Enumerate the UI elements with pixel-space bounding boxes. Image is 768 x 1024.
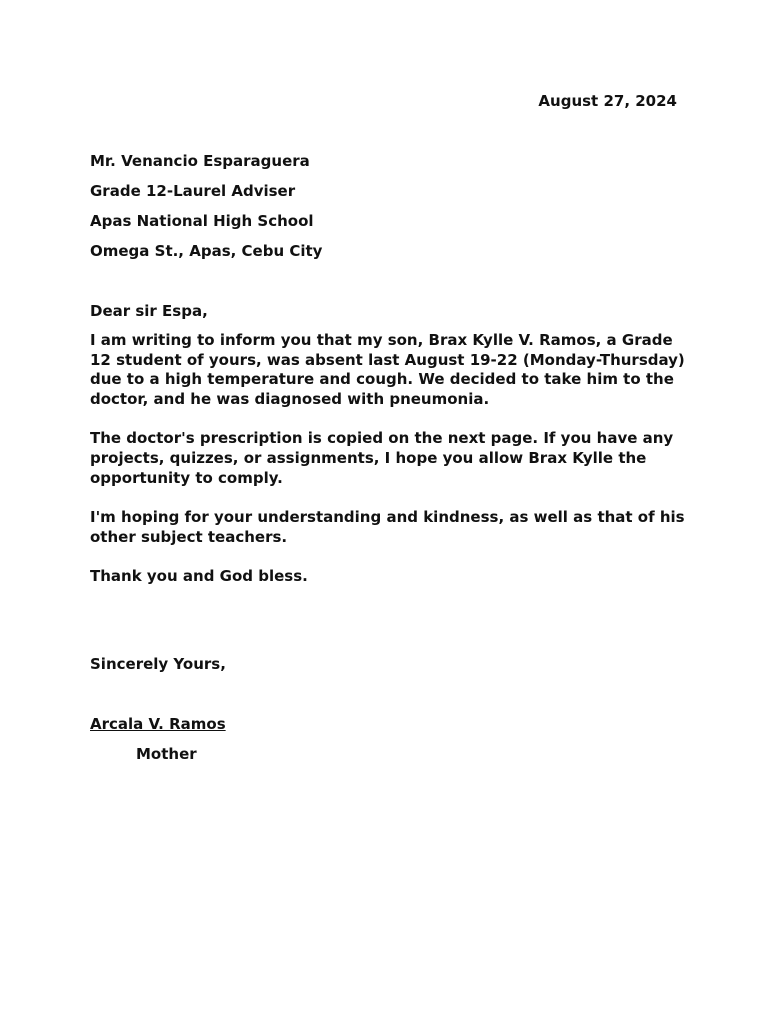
recipient-school: Apas National High School (90, 212, 314, 230)
closing: Sincerely Yours, (90, 655, 226, 673)
body-paragraph-4: Thank you and God bless. (90, 566, 308, 585)
body-paragraph-2: The doctor's prescription is copied on the next page. If you have any projects, quizzes, or assignments, I hope you allow Brax Kylle the opportunity to comply. (90, 429, 674, 487)
recipient-block (90, 151, 690, 271)
signer-role: Mother (136, 745, 197, 763)
letter-date: August 27, 2024 (538, 92, 677, 110)
letter-body (90, 301, 686, 606)
recipient-name: Mr. Venancio Esparaguera (90, 152, 310, 170)
body-paragraph-3: I'm hoping for your understanding and kindness, as well as that of his other subject teachers. (90, 507, 685, 546)
recipient-address: Omega St., Apas, Cebu City (90, 242, 323, 260)
recipient-position: Grade 12-Laurel Adviser (90, 182, 296, 200)
salutation: Dear sir Espa, (90, 302, 208, 320)
signer-name: Arcala V. Ramos (90, 715, 226, 733)
body-paragraph-1: I am writing to inform you that my son, Brax Kylle V. Ramos, a Grade 12 student of yours, was absent last August 19-22 (Monday-Thursday) due to a high temperature and cough. We decided to take him to the doctor, and he was diagnosed with pneumonia. (90, 331, 685, 409)
